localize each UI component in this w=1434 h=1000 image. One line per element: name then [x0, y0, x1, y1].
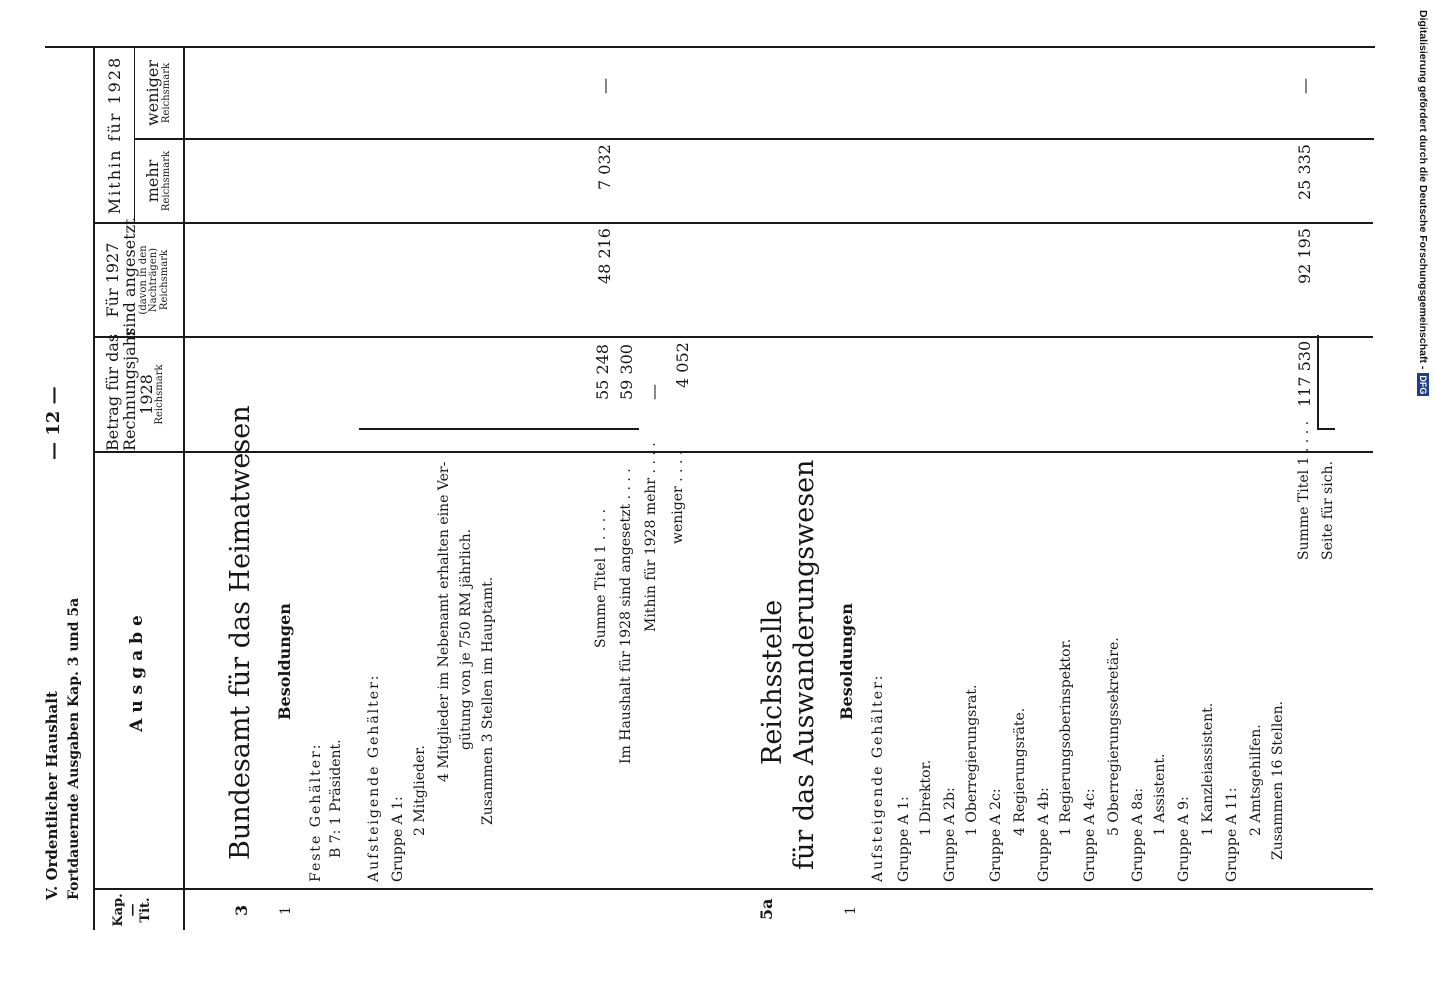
rule-col-kap	[93, 888, 1373, 890]
group-item: 4 Regierungsräte.	[1012, 707, 1028, 836]
col-mehr-header: mehr Reichsmark	[143, 150, 172, 212]
group-label: Gruppe A 11:	[1224, 787, 1240, 882]
dfg-logo-icon: DFG	[1418, 375, 1428, 395]
section5a-summe-label: Summe Titel 1 . . . .	[1296, 420, 1312, 560]
section3-feste-label: Feste Gehälter:	[308, 742, 324, 882]
section3-mehr: 7 032	[595, 144, 614, 190]
section5a-summe-betrag: 117 530	[1295, 340, 1314, 407]
group-item: 1 Oberregierungsrat.	[964, 684, 980, 836]
section3-tit: 1	[278, 906, 294, 915]
section5a-tit: 1	[843, 906, 859, 915]
section3-kap: 3	[232, 904, 251, 916]
section3-fuer1927: 48 216	[595, 228, 614, 284]
group-label: Gruppe A 8a:	[1130, 787, 1146, 882]
rule-col-fuer1927	[93, 222, 1373, 224]
section3-haushalt-betrag: 59 300	[617, 344, 636, 400]
section5a-title-2: für das Auswanderungswesen	[789, 459, 820, 870]
rule-col-mehr	[134, 138, 1374, 140]
section3-feste-item: B 7: 1 Präsident.	[328, 739, 344, 858]
section5a-fuer1927: 92 195	[1295, 228, 1314, 284]
section5a-mehr: 25 335	[1295, 144, 1314, 200]
group-label: Gruppe A 4b:	[1036, 787, 1052, 882]
page-number: — 12 —	[43, 386, 64, 460]
group-item: 1 Regierungsoberinspektor.	[1058, 638, 1074, 836]
rule-sum3-inner	[359, 428, 639, 430]
section3-zusammen: Zusammen 3 Stellen im Hauptamt.	[480, 576, 496, 825]
section5a-weniger: —	[1295, 78, 1314, 94]
col-mithin-header: Mithin für 1928	[105, 55, 124, 215]
rule-sum5a-inner	[1317, 335, 1319, 430]
section3-gruppe-a1: Gruppe A 1:	[390, 796, 406, 882]
section5a-zusammen: Zusammen 16 Stellen.	[1270, 700, 1286, 860]
group-label: Gruppe A 4c:	[1082, 788, 1098, 882]
watermark-text: Digitalisierung gefördert durch die Deutsche Forschungsgemeinschaft -	[1417, 10, 1429, 370]
section3-title: Bundesamt für das Heimatwesen	[225, 405, 256, 860]
group-label: Gruppe A 9:	[1176, 796, 1192, 882]
group-label: Gruppe A 1:	[896, 796, 912, 882]
section5a-subtitle: Besoldungen	[837, 603, 856, 720]
group-item: 1 Kanzleiassistent.	[1200, 702, 1216, 836]
col-kap-header: Kap. — Tit.	[111, 893, 154, 927]
section3-weniger: —	[595, 78, 614, 94]
section3-nebenamt-2: gütung von je 750 RM jährlich.	[458, 528, 474, 750]
section3-summe-betrag: 55 248	[593, 344, 612, 400]
group-item: 1 Direktor.	[918, 759, 934, 836]
group-label: Gruppe A 2b:	[942, 787, 958, 882]
section3-mithin-mehr-label: Mithin für 1928 mehr . . . .	[643, 442, 659, 632]
dfg-watermark	[1416, 10, 1434, 395]
section3-subtitle: Besoldungen	[275, 603, 294, 720]
col-weniger-header: weniger Reichsmark	[143, 60, 172, 126]
section5a-title-1: Reichsstelle	[757, 599, 788, 765]
section5a-kap: 5a	[757, 898, 776, 920]
section3-mitglieder: 2 Mitglieder.	[412, 745, 428, 836]
rule-mithin-split	[134, 48, 135, 224]
header-left-1: V. Ordentlicher Haushalt	[43, 691, 61, 900]
col-ausgabe-header: Ausgabe	[127, 609, 147, 732]
group-item: 1 Assistent.	[1152, 753, 1168, 836]
col-betrag-header: Betrag für das Rechnungsjahr 1928 Reichsmark	[103, 328, 166, 451]
rule-sum5a-inner-v	[1317, 428, 1335, 430]
group-label: Gruppe A 2c:	[988, 788, 1004, 882]
col-fuer1927-header: Für 1927 sind angesetzt (davon in den Nachträgen) Reichsmark	[103, 218, 170, 336]
section5a-aufsteigende-label: Aufsteigende Gehälter:	[870, 673, 886, 882]
section3-weniger-betrag: 4 052	[673, 342, 692, 388]
section3-haushalt-label: Im Haushalt für 1928 sind angesetzt . . . .	[618, 468, 634, 764]
section3-aufsteigende-label: Aufsteigende Gehälter:	[366, 673, 382, 882]
rule-top	[93, 48, 95, 930]
section3-nebenamt-1: 4 Mitglieder im Nebenamt erhalten eine Ver-	[436, 461, 452, 782]
section3-summe-label: Summe Titel 1 . . . .	[593, 508, 609, 648]
section3-mehr-dash: —	[644, 384, 663, 400]
section3-weniger-label: weniger . . . .	[670, 450, 686, 544]
group-item: 2 Amtsgehilfen.	[1248, 724, 1264, 836]
rule-col-betrag	[93, 336, 1373, 338]
rule-col-ausgabe	[93, 451, 1373, 453]
rule-col-right	[45, 46, 1375, 48]
rule-header-bottom	[183, 48, 185, 930]
header-left-2: Fortdauernde Ausgaben Kap. 3 und 5a	[66, 597, 82, 900]
section5a-seite-label: Seite für sich.	[1320, 460, 1336, 560]
group-item: 5 Oberregierungssekretäre.	[1106, 637, 1122, 836]
